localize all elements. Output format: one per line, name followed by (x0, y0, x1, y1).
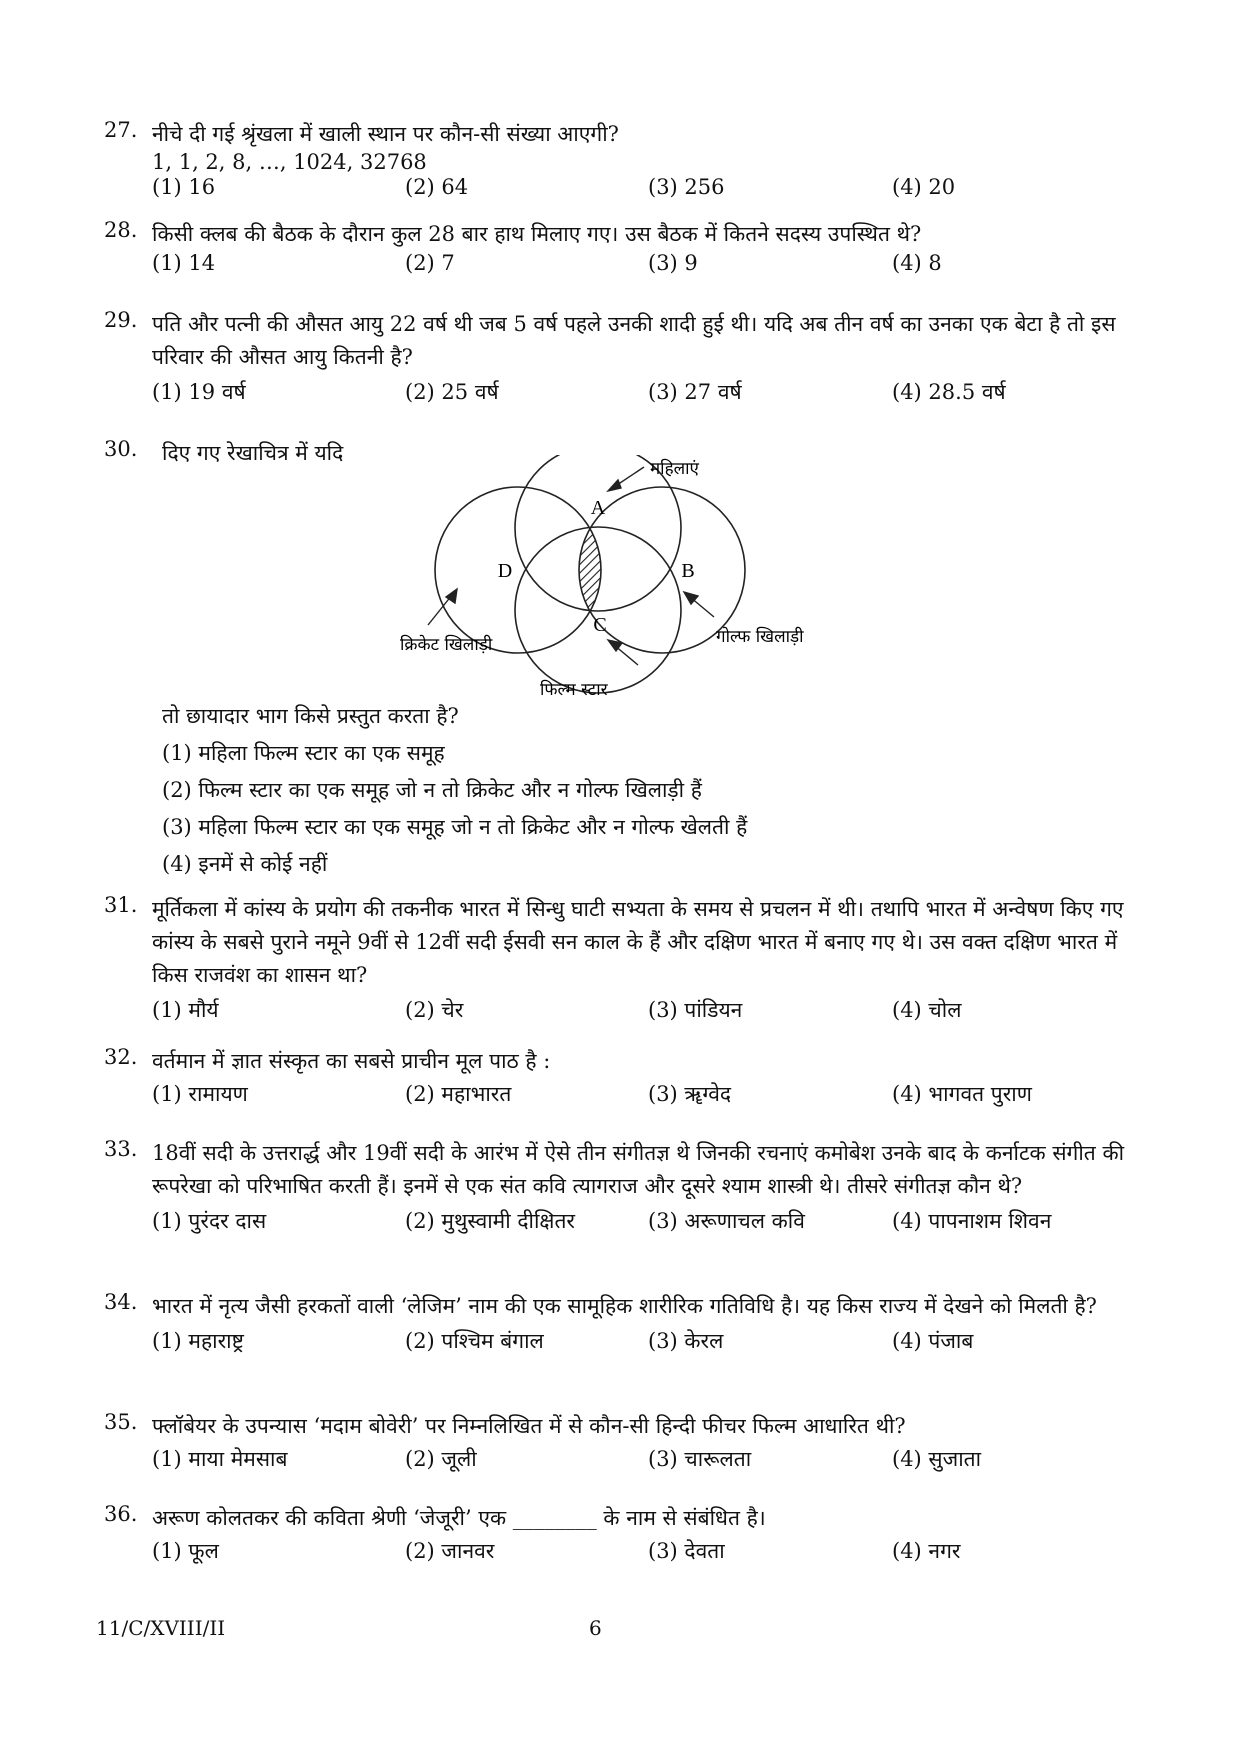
option-2: (2) 64 (405, 175, 469, 199)
circle-d (435, 487, 601, 653)
question-text: वर्तमान में ज्ञात संस्कृत का सबसे प्राचीन मूल पाठ है : (152, 1049, 551, 1073)
question-number: 34. (104, 1290, 138, 1314)
annotation-film: फिल्म स्टार (540, 680, 608, 700)
option-4: (4) 20 (892, 175, 956, 199)
annotation-women: महिलाएं (650, 459, 699, 479)
question-text: दिए गए रेखाचित्र में यदि (162, 441, 344, 465)
footer-code: 11/C/XVIII/II (96, 1616, 226, 1640)
option-3: (3) केरल (648, 1329, 724, 1353)
option-2: (2) फिल्म स्टार का एक समूह जो न तो क्रिकेट और न गोल्फ खिलाड़ी हैं (162, 778, 702, 802)
label-a: A (590, 497, 606, 519)
question-number: 33. (104, 1137, 138, 1161)
option-3: (3) चारूलता (648, 1447, 752, 1471)
arrow-golf (684, 592, 714, 617)
shaded-region (400, 455, 840, 710)
option-3: (3) 256 (648, 175, 725, 199)
option-3: (3) देवता (648, 1539, 725, 1563)
option-1: (1) रामायण (152, 1082, 248, 1106)
option-2: (2) जूली (405, 1447, 477, 1471)
options (152, 251, 1154, 284)
question-number: 28. (104, 218, 138, 242)
annotation-cricket: क्रिकेट खिलाड़ी (400, 635, 493, 655)
venn-diagram (400, 455, 840, 710)
options (152, 175, 1154, 208)
question-text: पति और पत्नी की औसत आयु 22 वर्ष थी जब 5 वर्ष पहले उनकी शादी हुई थी। यदि अब तीन वर्ष का उनका एक बेटा है तो इस परिवार की औसत आयु कितनी है? (152, 312, 1116, 369)
option-1: (1) पुरंदर दास (152, 1209, 267, 1233)
options (152, 1445, 1154, 1478)
question-29 (104, 308, 1154, 411)
options (152, 1327, 1154, 1360)
option-1: (1) महाराष्ट्र (152, 1329, 244, 1353)
options (152, 378, 1154, 411)
option-4: (4) पंजाब (892, 1329, 974, 1353)
question-28 (104, 218, 1154, 284)
label-c: C (593, 614, 607, 636)
option-3: (3) अरूणाचल कवि (648, 1209, 805, 1233)
option-2: (2) 25 वर्ष (405, 380, 499, 404)
option-2: (2) जानवर (405, 1539, 495, 1563)
option-2: (2) महाभारत (405, 1082, 512, 1106)
question-text: फ्लॉबेयर के उपन्यास ‘मदाम बोवेरी’ पर निम्नलिखित में से कौन-सी हिन्दी फीचर फिल्म आधारित थी? (152, 1414, 906, 1438)
option-4: (4) नगर (892, 1539, 961, 1563)
option-2: (2) पश्चिम बंगाल (405, 1329, 544, 1353)
option-4: (4) इनमें से कोई नहीं (162, 852, 328, 876)
option-3: (3) पांडियन (648, 998, 743, 1022)
options (152, 1207, 1154, 1240)
option-4: (4) सुजाता (892, 1447, 982, 1471)
question-text: नीचे दी गई श्रृंखला में खाली स्थान पर कौन-सी संख्या आएगी? (152, 122, 619, 146)
label-b: B (681, 560, 695, 582)
option-1: (1) 14 (152, 251, 216, 275)
question-33 (104, 1137, 1154, 1240)
question-number: 27. (104, 118, 138, 142)
arrow-cricket (428, 589, 457, 625)
options (152, 1080, 1154, 1113)
options (152, 1537, 1154, 1570)
options (152, 996, 1154, 1029)
label-d: D (497, 560, 513, 582)
question-30-continued (104, 700, 1154, 883)
option-4: (4) 8 (892, 251, 942, 275)
option-2: (2) चेर (405, 998, 464, 1022)
option-3: (3) 9 (648, 251, 698, 275)
option-1: (1) महिला फिल्म स्टार का एक समूह (162, 741, 445, 765)
question-text: 18वीं सदी के उत्तरार्द्ध और 19वीं सदी के आरंभ में ऐसे तीन संगीतज्ञ थे जिनकी रचनाएं कमोबेश उनके बाद के कर्नाटक संगीत की रूपरेखा को परिभाषित करती हैं। इनमें से एक संत कवि त्यागराज और दूसरे श्याम शास्त्री थे। तीसरे संगीतज्ञ कौन थे? (152, 1141, 1125, 1198)
question-36 (104, 1502, 1154, 1570)
question-35 (104, 1410, 1154, 1478)
question-34 (104, 1290, 1154, 1360)
option-4: (4) भागवत पुराण (892, 1082, 1032, 1106)
arrow-women (608, 467, 644, 491)
question-number: 30. (104, 437, 138, 461)
question-text: भारत में नृत्य जैसी हरकतों वाली ‘लेजिम’ नाम की एक सामूहिक शारीरिक गतिविधि है। यह किस राज्य में देखने को मिलती है? (152, 1294, 1097, 1318)
option-1: (1) 19 वर्ष (152, 380, 246, 404)
question-text: मूर्तिकला में कांस्य के प्रयोग की तकनीक भारत में सिन्धु घाटी सभ्यता के समय से प्रचलन में थी। तथापि भारत में अन्वेषण किए गए कांस्य के सबसे पुराने नमूने 9वीं से 12वीं सदी ईसवी सन काल के हैं और दक्षिण भारत में बनाए गए थे। उस वक्त दक्षिण भारत में किस राजवंश का शासन था? (152, 897, 1124, 987)
option-3: (3) महिला फिल्म स्टार का एक समूह जो न तो क्रिकेट और न गोल्फ खेलती हैं (162, 815, 748, 839)
annotation-golf: गोल्फ खिलाड़ी (716, 627, 804, 647)
question-27 (104, 118, 1154, 208)
question-series: 1, 1, 2, 8, …, 1024, 32768 (152, 150, 427, 174)
options (104, 735, 1154, 883)
question-text: अरूण कोलतकर की कविता श्रेणी ‘जेजूरी’ एक ________ के नाम से संबंधित है। (152, 1506, 766, 1530)
question-number: 35. (104, 1410, 138, 1434)
option-3: (3) 27 वर्ष (648, 380, 742, 404)
option-1: (1) 16 (152, 175, 216, 199)
option-4: (4) चोल (892, 998, 962, 1022)
question-number: 32. (104, 1045, 138, 1069)
question-32 (104, 1045, 1154, 1113)
question-prompt: तो छायादार भाग किसे प्रस्तुत करता है? (162, 704, 459, 728)
option-3: (3) ॠग्वेद (648, 1082, 732, 1106)
option-1: (1) मौर्य (152, 998, 219, 1022)
question-text: किसी क्लब की बैठक के दौरान कुल 28 बार हाथ मिलाए गए। उस बैठक में कितने सदस्य उपस्थित थे? (152, 222, 922, 246)
option-2: (2) 7 (405, 251, 455, 275)
page-number: 6 (589, 1616, 602, 1640)
option-4: (4) पापनाशम शिवन (892, 1209, 1052, 1233)
question-number: 36. (104, 1502, 138, 1526)
question-number: 31. (104, 893, 138, 917)
question-number: 29. (104, 308, 138, 332)
question-31 (104, 893, 1154, 1029)
option-1: (1) माया मेमसाब (152, 1447, 288, 1471)
option-4: (4) 28.5 वर्ष (892, 380, 1006, 404)
option-1: (1) फूल (152, 1539, 219, 1563)
option-2: (2) मुथुस्वामी दीक्षितर (405, 1209, 575, 1233)
